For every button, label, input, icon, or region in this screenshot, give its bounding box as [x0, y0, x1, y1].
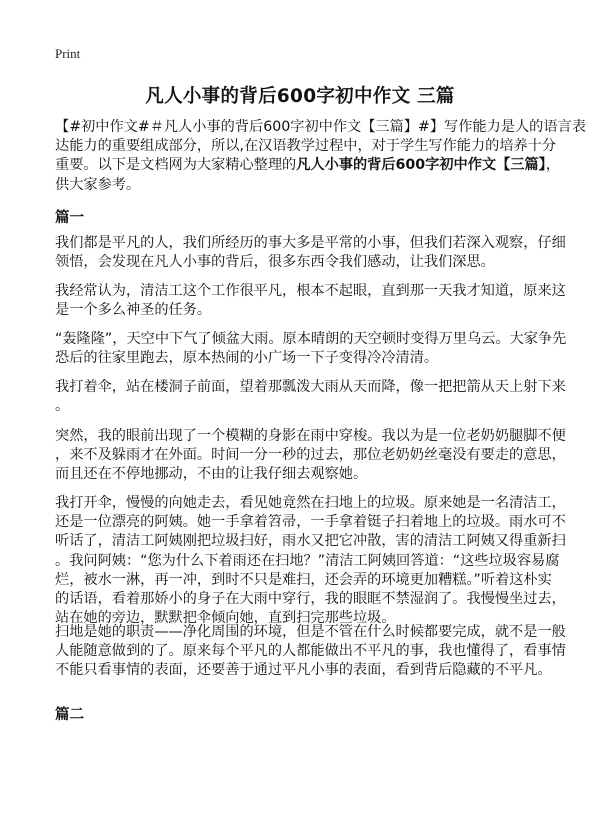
intro-line — [55, 156, 560, 175]
section-heading-1: 篇一 — [55, 210, 84, 226]
paragraph-line: 还是一位漂亮的阿姨。她一手拿着笤帚，一手拿着铤子扫着地上的垃圾。雨水可不 — [55, 514, 566, 531]
paragraph-line: ，来不及躲雨才在外面。时间一分一秒的过去，那位老奶奶丝毫没有要走的意思， — [55, 447, 566, 464]
paragraph-line: 我经常认为，清洁工这个工作很平凡，根本不起眼，直到那一天我才知道，原来这 — [55, 283, 566, 299]
paragraph — [55, 330, 567, 368]
paragraph — [55, 427, 566, 485]
paragraph — [55, 282, 566, 320]
paragraph-line: 不能只看事情的表面，还要善于通过平凡小事的表面，看到背后隐藏的不平凡。 — [55, 662, 552, 679]
paragraph-line: 听话了，清洁工阿姨刚把垃圾扫好，雨水又把它冲散，害的清洁工阿姨又得重新扫 — [55, 533, 566, 550]
section-heading-2: 篇二 — [55, 707, 84, 723]
page-title: 凡人小事的背后600字初中作文 三篇 — [145, 86, 455, 107]
paragraph-line: 恐后的往家里跑去，原本热闹的小广场一下子变得冷冷清清。 — [55, 350, 439, 367]
intro-text: ， — [545, 157, 560, 174]
paragraph-line: 。 — [55, 398, 70, 415]
paragraph-line: 。我问阿姨：“您为什么下着雨还在扫地？”清洁工阿姨回答道：“这些垃圾容易腐 — [55, 552, 560, 569]
paragraph-line: 站在她的旁边，默默把伞倾向她，直到扫完那些垃圾。 — [55, 610, 396, 627]
paragraph-line: 我们都是平凡的人，我们所经历的事大多是平常的小事，但我们若深入观察，仔细 — [55, 235, 566, 251]
intro-line: 【#初中作文#＃凡人小事的背后600字初中作文【三篇】#】写作能力是人的语言表 — [55, 119, 586, 135]
paragraph-line: 而且还在不停地挪动，不由的让我仔细去观察她。 — [55, 466, 368, 483]
intro-line: 达能力的重要组成部分，所以,在汉语教学过程中，对于学生写作能力的培养十分 — [55, 138, 557, 155]
paragraph-line: 的话语，看着那娇小的身子在大雨中穿行，我的眼眶不禁湿润了。我慢慢坐过去， — [55, 590, 566, 607]
paragraph — [55, 623, 566, 681]
paragraph-line: 烂，被水一淋，再一冲，到时不只是难扫，还会弄的环境更加糟糕。”听着这朴实 — [55, 571, 552, 588]
intro-text: 重要。以下是文档网为大家精心整理的 — [55, 157, 297, 174]
paragraph-line: 领悟，会发现在凡人小事的背后，很多东西令我们感动，让我们深思。 — [55, 254, 495, 271]
paragraph-line: 突然，我的眼前出现了一个模糊的身影在雨中穿梭。我以为是一位老奶奶腿脚不便 — [55, 428, 566, 444]
print-link[interactable]: Print — [55, 46, 81, 61]
intro-bold-title: 凡人小事的背后600字初中作文【三篇】 — [296, 157, 546, 174]
paragraph-line: 人能随意做到的了。原来每个平凡的人都能做出不平凡的事，我也懂得了，看事情 — [55, 643, 566, 660]
paragraph — [55, 378, 566, 416]
paragraph-line: “轰隆隆”，天空中下气了倾盆大雨。原本晴朗的天空顿时变得万里乌云。大家争先 — [55, 331, 567, 347]
paragraph-line: 我打开伞，慢慢的向她走去，看见她竟然在扫地上的垃圾。原来她是一名清洁工， — [55, 495, 566, 511]
paragraph-line: 我打着伞，站在楼洞子前面，望着那瓢泼大雨从天而降，像一把把箭从天上射下来 — [55, 379, 566, 395]
paragraph-line: 扫地是她的职责——净化周围的环境，但是不管在什么时候都要完成，就不是一般 — [55, 624, 566, 640]
paragraph — [55, 494, 566, 628]
intro-paragraph — [55, 118, 586, 195]
intro-line: 供大家参考。 — [55, 176, 141, 193]
paragraph-line: 是一个多么神圣的任务。 — [55, 302, 212, 319]
paragraph — [55, 234, 566, 272]
